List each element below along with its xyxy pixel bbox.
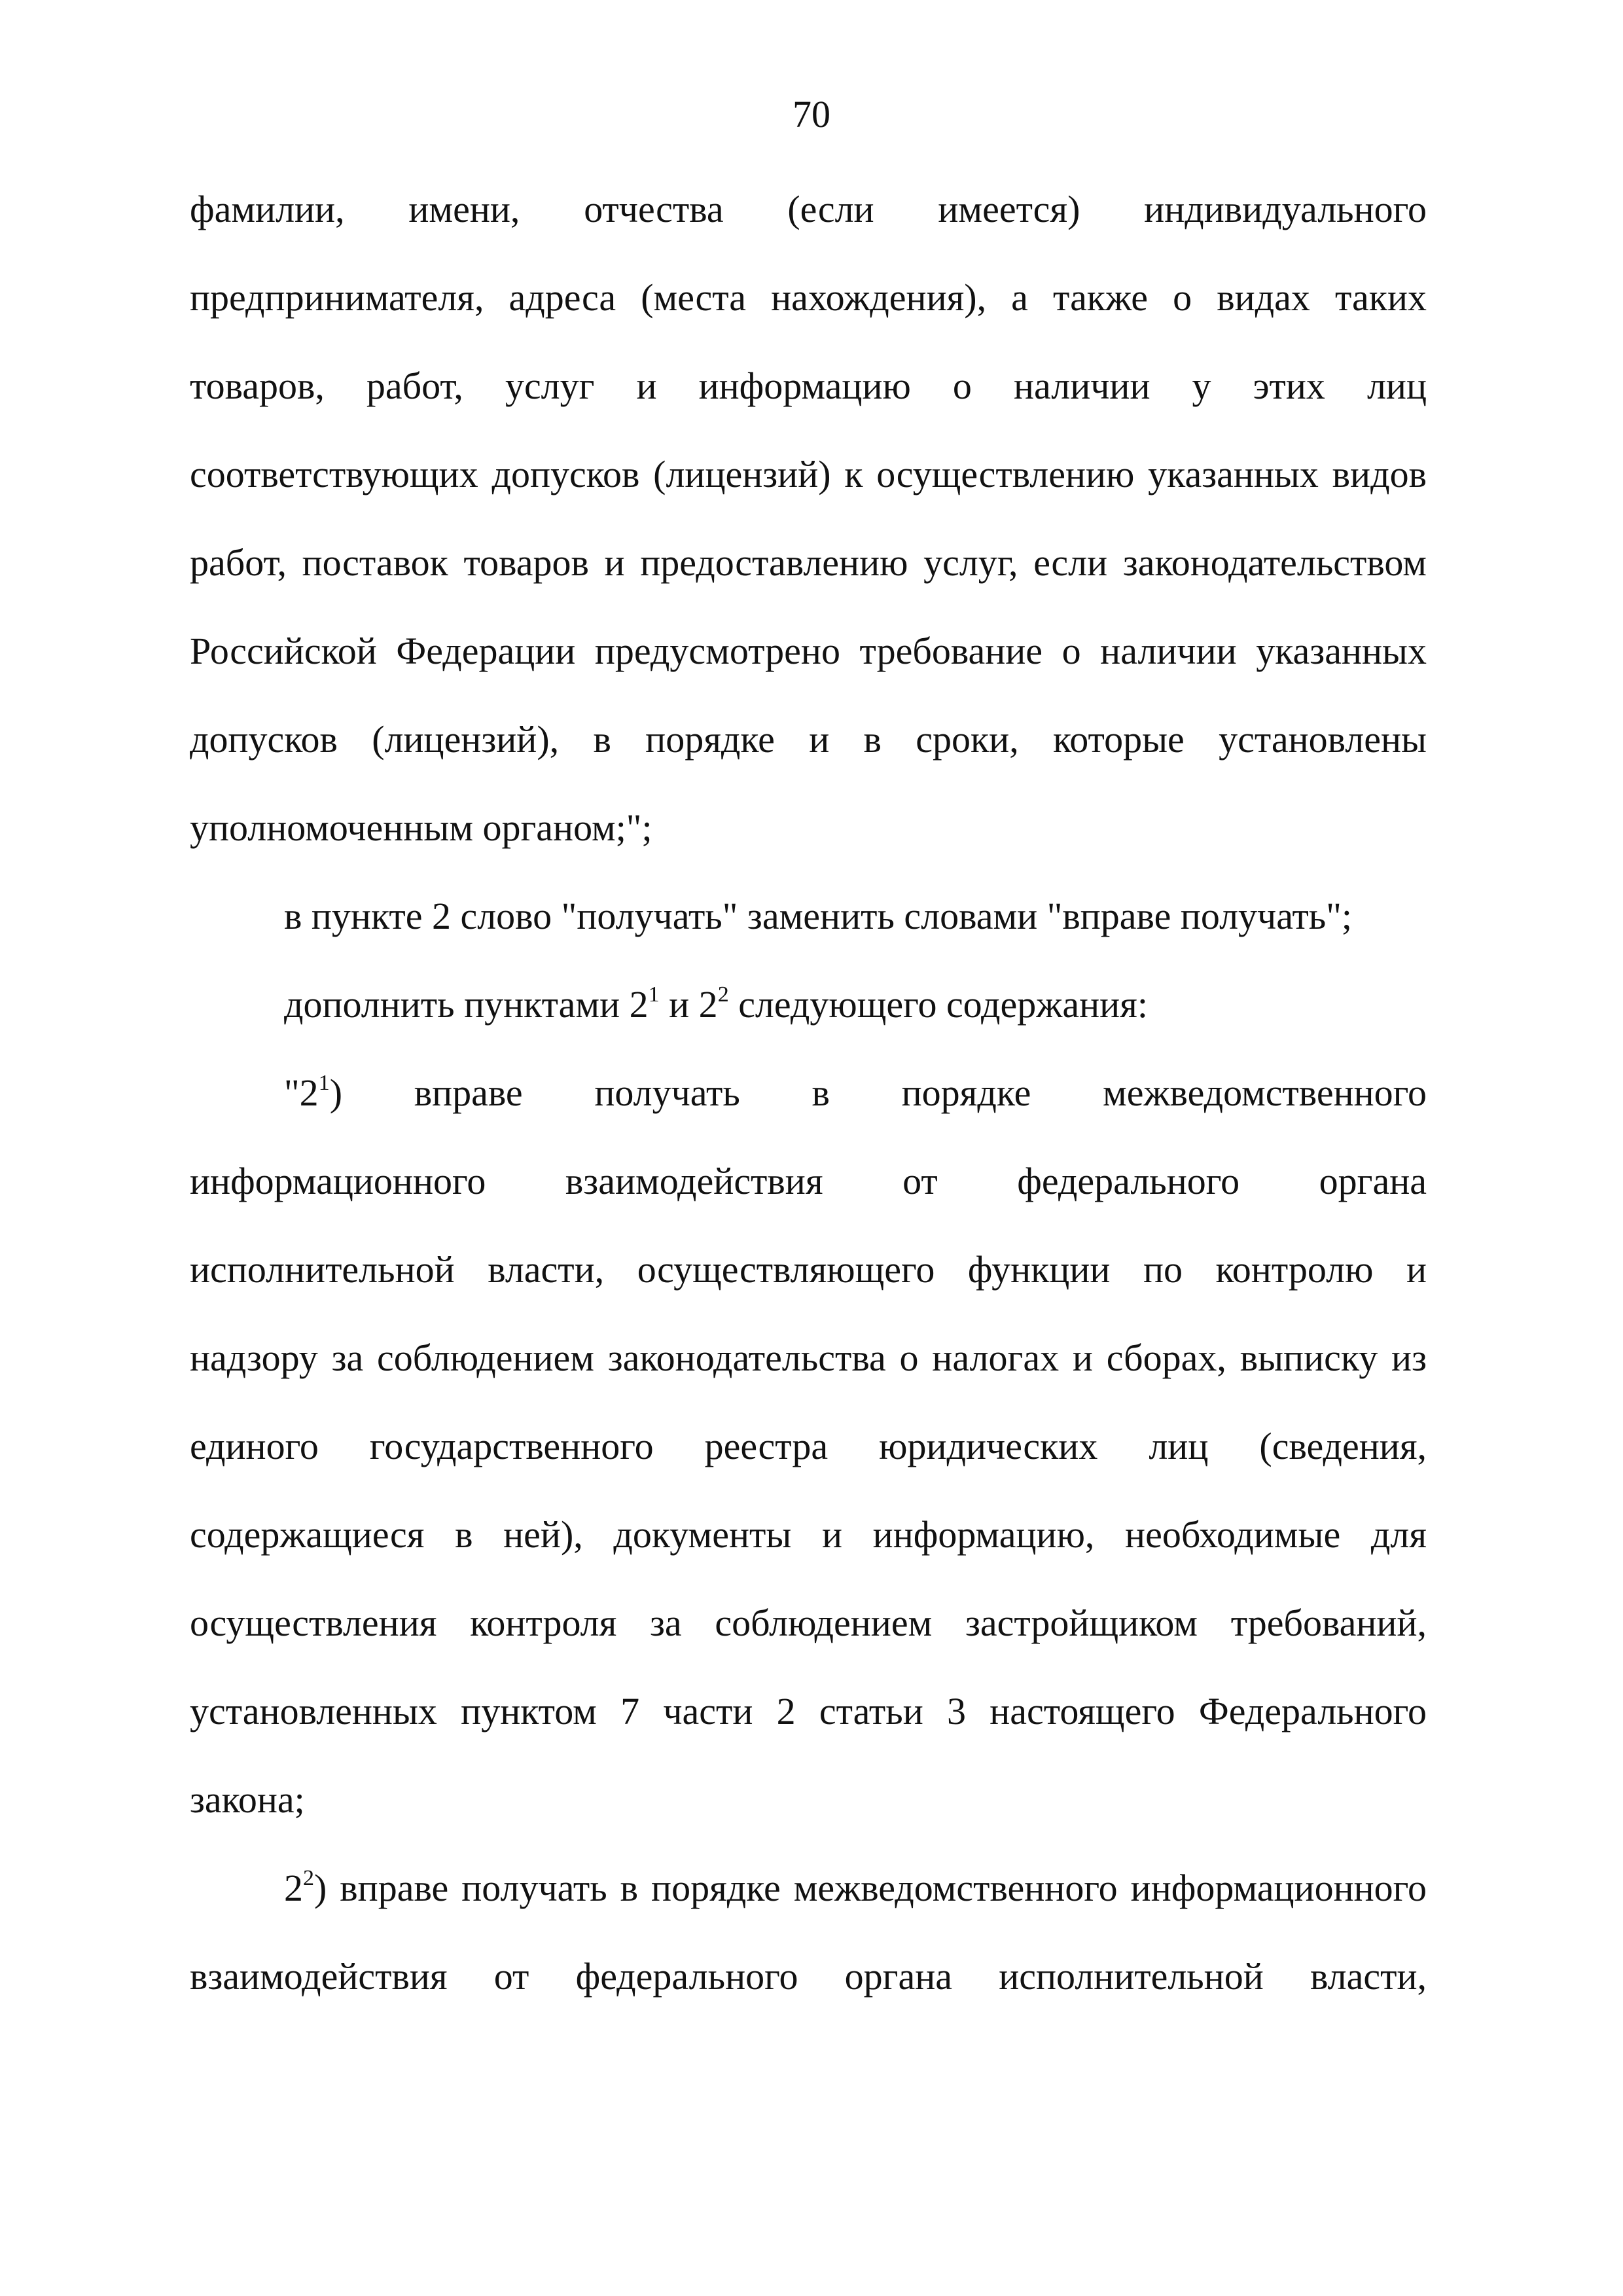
- item-2-2-first-line: [284, 1865, 1427, 1911]
- paragraph-replace-word: в пункте 2 слово "получать" заменить словами "вправе получать";: [284, 895, 1353, 937]
- superscript: 2: [303, 1866, 314, 1890]
- text-line: предпринимателя, адреса (места нахождения), а также о видах таких: [190, 276, 1427, 319]
- text-line: содержащиеся в ней), документы и информацию, необходимые для: [190, 1513, 1427, 1556]
- text-segment: и 2: [659, 983, 718, 1026]
- text-line: фамилии, имени, отчества (если имеется) индивидуального: [190, 188, 1427, 230]
- superscript: 1: [648, 982, 660, 1007]
- superscript: 2: [717, 982, 729, 1007]
- text-line: информационного взаимодействия от федерального органа: [190, 1160, 1427, 1202]
- paragraph-supplement: [284, 982, 1427, 1028]
- text-line: взаимодействия от федерального органа исполнительной власти,: [190, 1955, 1427, 1998]
- text-line: допусков (лицензий), в порядке и в сроки, которые установлены: [190, 718, 1427, 761]
- page-number: 70: [793, 93, 830, 135]
- item-2-1-first-line: [284, 1070, 1427, 1116]
- text-line: соответствующих допусков (лицензий) к осуществлению указанных видов: [190, 453, 1427, 495]
- text-segment: следующего содержания:: [728, 983, 1148, 1026]
- text-line: осуществления контроля за соблюдением застройщиком требований,: [190, 1602, 1427, 1644]
- text-line: товаров, работ, услуг и информацию о наличии у этих лиц: [190, 365, 1427, 407]
- text-line: исполнительной власти, осуществляющего функции по контролю и: [190, 1248, 1427, 1291]
- text-segment: ) вправе получать в порядке межведомственного: [329, 1071, 1427, 1114]
- text-line: работ, поставок товаров и предоставлению услуг, если законодательством: [190, 541, 1427, 584]
- text-line: установленных пунктом 7 части 2 статьи 3 настоящего Федерального: [190, 1690, 1427, 1732]
- text-line: надзору за соблюдением законодательства о налогах и сборах, выписку из: [190, 1336, 1427, 1379]
- text-line: закона;: [190, 1778, 305, 1821]
- text-line: единого государственного реестра юридических лиц (сведения,: [190, 1425, 1427, 1467]
- text-line: Российской Федерации предусмотрено требование о наличии указанных: [190, 630, 1427, 672]
- text-segment: ) вправе получать в порядке межведомственного информационного: [314, 1867, 1427, 1909]
- item-number: 2: [284, 1867, 303, 1909]
- text-line: уполномоченным органом;";: [190, 806, 652, 849]
- superscript: 1: [318, 1071, 330, 1095]
- item-number: "2: [284, 1071, 319, 1114]
- text-segment: дополнить пунктами 2: [284, 983, 649, 1026]
